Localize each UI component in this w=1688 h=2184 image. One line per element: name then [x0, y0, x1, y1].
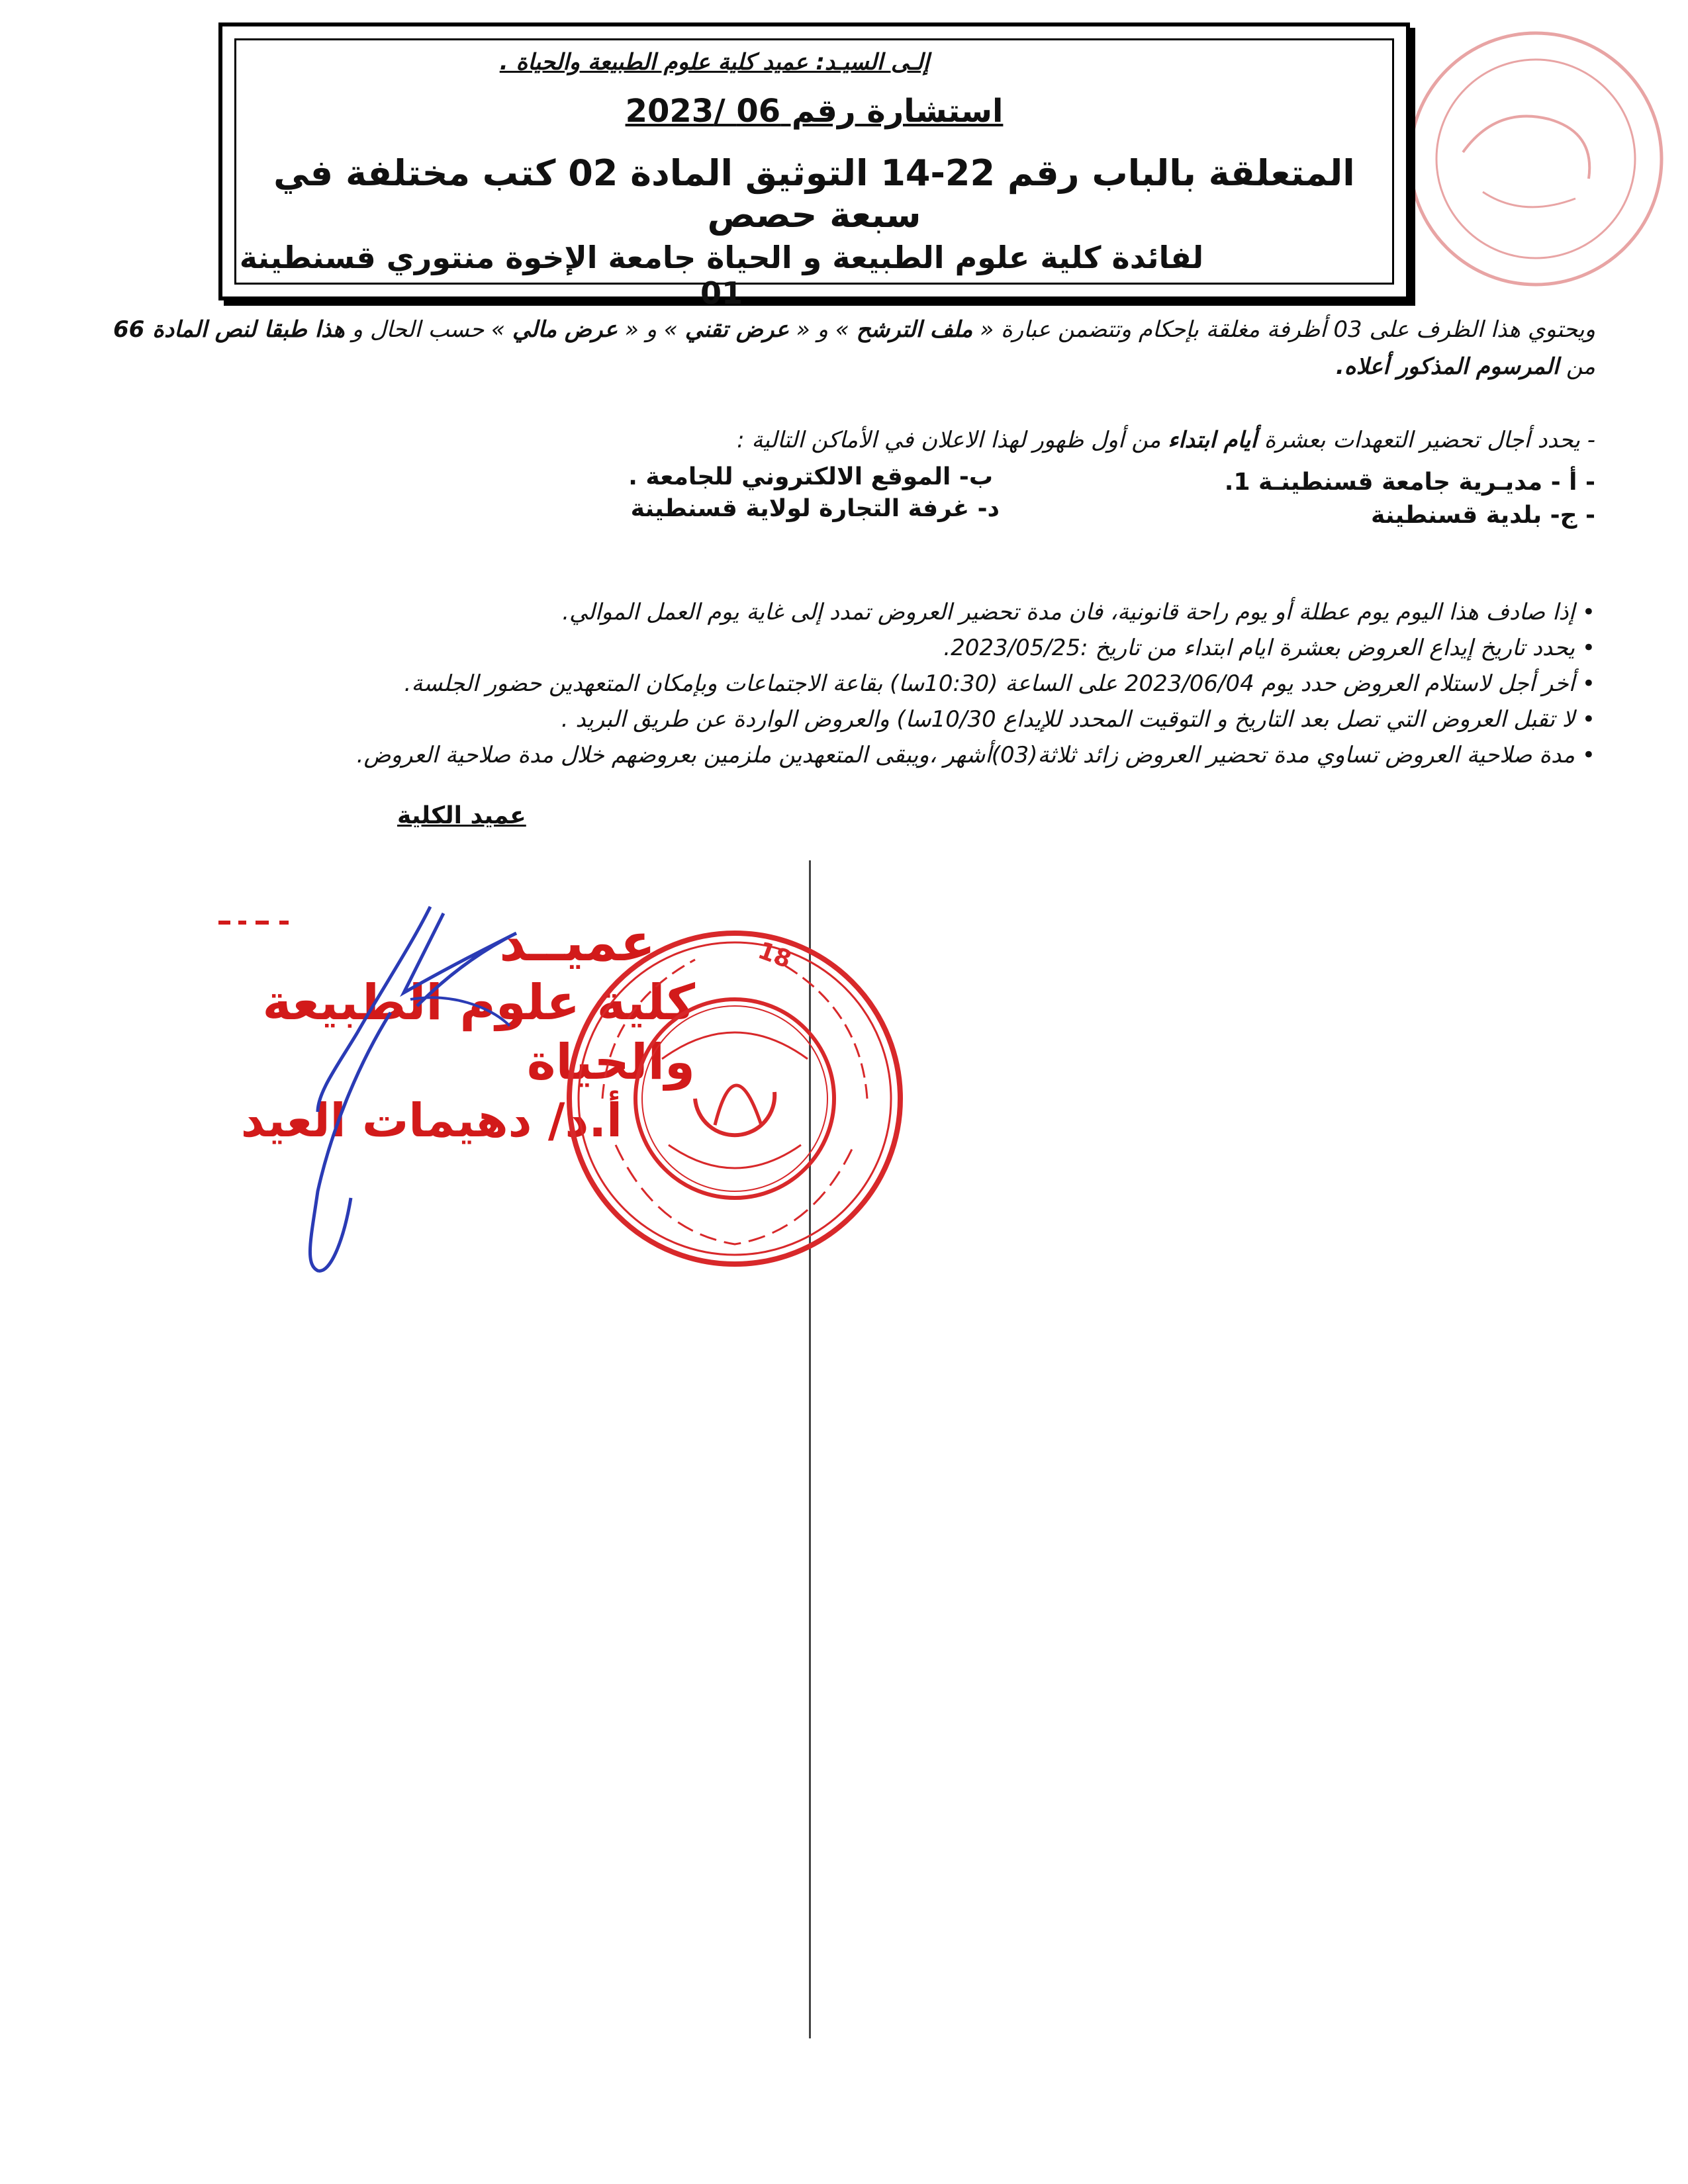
p1-part5: من [1566, 353, 1595, 380]
consultation-text: استشارة رقم 06 /2023 [625, 93, 1004, 130]
p2-term: أيام ابتداء [1168, 427, 1257, 453]
p1-term-article: هذا طبقا لنص المادة 66 [113, 316, 345, 343]
condition-item: • يحدد تاريخ إيداع العروض بعشرة ايام ابتداء من تاريخ :2023/05/25. [73, 630, 1595, 666]
p1-term-candidature: ملف الترشح [856, 316, 973, 343]
place-b: ب- الموقع الالكتروني للجامعة . [628, 463, 993, 490]
place-a: - أ - مديـرية جامعة قسنطينـة 1. [1224, 469, 1595, 496]
consultation-number [222, 93, 1406, 130]
p2-part1: - يحدد أجال تحضير التعهدات بعشرة [1264, 427, 1595, 453]
condition-item: • لا تقبل العروض التي تصل بعد التاريخ و التوقيت المحدد للإيداع 10/30سا) والعروض الواردة عن طريق البريد . [73, 702, 1595, 737]
p1-term-decree: المرسوم المذكور أعلاه. [1335, 353, 1560, 380]
p1-term-financial: عرض مالي [512, 316, 618, 343]
place-d: د- غرفة التجارة لولاية قسنطينة [630, 495, 1000, 522]
p2-part2: من أول ظهور لهذا الاعلان في الأماكن التالية : [737, 427, 1161, 453]
stamp-title: عميــد [499, 913, 655, 973]
p1-part1: ويحتوي هذا الظرف على 03 أظرفة مغلقة بإحكام وتتضمن عبارة « [980, 316, 1595, 343]
beneficiary-line: لفائدة كلية علوم الطبيعة و الحياة جامعة الإخوة منتوري قسنطينة 01 [239, 240, 1204, 311]
stamp-faculty: كلية علوم الطبيعة والحياة [262, 974, 695, 1091]
envelope-paragraph [73, 311, 1595, 385]
dean-signature-icon [278, 893, 622, 1284]
p1-part3: » و « [624, 316, 678, 343]
stamp-dean-name: أ.د/ دهيمات العيد [240, 1093, 622, 1148]
p1-term-technical: عرض تقني [684, 316, 789, 343]
condition-item: • مدة صلاحية العروض تساوي مدة تحضير العروض زائد ثلاثة(03)أشهر ،ويبقى المتعهدين ملزمين بعروضهم خلال مدة صلاحية العروض. [73, 737, 1595, 773]
addressee: إلـى السيـد: عميد كلية علوم الطبيعة والحياة . [499, 49, 929, 75]
p1-part2: » و « [796, 316, 849, 343]
place-c: - ج- بلدية قسنطينة [1371, 502, 1595, 529]
seal-number: 18 [754, 936, 795, 974]
header-box [218, 23, 1410, 311]
subject-line: المتعلقة بالباب رقم 22-14 التوثيق المادة 02 كتب مختلفة في سبعة حصص [273, 152, 1355, 236]
dean-label: عميد الكلية [397, 802, 526, 829]
condition-item: • أخر أجل لاستلام العروض حدد يوم 2023/06/04 على الساعة (10:30سا) بقاعة الاجتماعات وبإمكان المتعهدين حضور الجلسة. [73, 666, 1595, 702]
condition-item: • إذا صادف هذا اليوم يوم عطلة أو يوم راحة قانونية، فان مدة تحضير العروض تمدد إلى غاية يوم العمل الموالي. [73, 594, 1595, 630]
deadline-paragraph [73, 424, 1595, 457]
places-list [7, 463, 1595, 543]
p1-part4: » حسب الحال و [352, 316, 506, 343]
conditions-list [73, 594, 1595, 773]
